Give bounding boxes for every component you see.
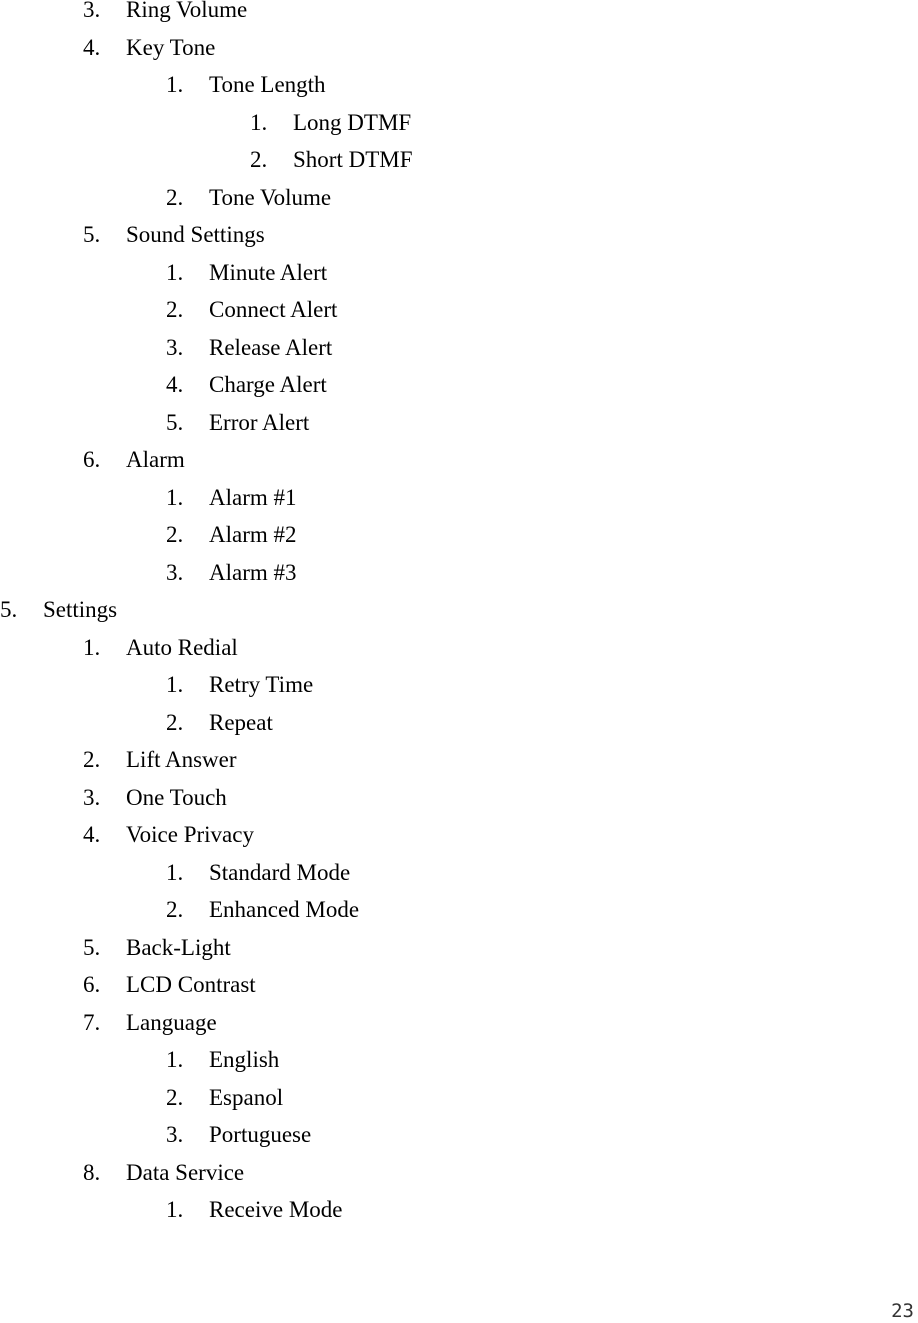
outline-item-label: Back-Light xyxy=(126,934,231,960)
outline-item-label: Alarm xyxy=(126,447,185,472)
outline-item-label: Release Alert xyxy=(209,334,333,360)
outline-item-label: Ring Volume xyxy=(126,0,248,22)
outline-item-number: 1. xyxy=(250,109,268,135)
outline-item-label: Espanol xyxy=(209,1084,284,1110)
outline-item-number: 1. xyxy=(166,672,184,697)
outline-item-number: 3. xyxy=(83,0,101,22)
outline-item-label: Voice Privacy xyxy=(126,822,254,847)
outline-item-label: Enhanced Mode xyxy=(209,897,360,922)
outline-item-number: 2. xyxy=(83,747,101,772)
outline-item-number: 4. xyxy=(166,372,184,397)
outline-item-number: 5. xyxy=(83,222,101,247)
outline-item-number: 1. xyxy=(166,484,184,510)
outline-item-number: 4. xyxy=(83,822,101,847)
outline-item-label: Receive Mode xyxy=(209,1197,343,1222)
outline-item-number: 1. xyxy=(166,259,184,285)
outline-item-number: 4. xyxy=(83,34,101,60)
outline-item-number: 6. xyxy=(83,447,101,472)
outline-item-label: Auto Redial xyxy=(126,634,238,660)
outline-item-label: Tone Volume xyxy=(209,184,332,210)
outline-item-number: 7. xyxy=(83,1009,101,1035)
outline-item-label: Charge Alert xyxy=(209,372,327,397)
outline-item-label: Tone Length xyxy=(209,72,326,97)
outline-item-number: 1. xyxy=(166,1047,184,1072)
outline-item-number: 3. xyxy=(166,559,184,585)
outline-item-number: 2. xyxy=(166,297,184,322)
outline-item-number: 6. xyxy=(83,972,101,997)
outline-item-number: 8. xyxy=(83,1159,101,1185)
outline-item-number: 2. xyxy=(166,184,184,210)
outline-item-number: 2. xyxy=(166,1084,184,1110)
outline-item-number: 5. xyxy=(0,597,18,622)
outline-item-label: Sound Settings xyxy=(126,222,265,247)
outline-item-number: 2. xyxy=(166,897,184,922)
outline-item-label: Repeat xyxy=(209,709,273,735)
outline-item-label: Short DTMF xyxy=(293,147,413,172)
outline-item-label: Data Service xyxy=(126,1159,245,1185)
outline-item-label: Alarm #1 xyxy=(209,484,297,510)
outline-item-label: Alarm #3 xyxy=(209,559,297,585)
outline-item-label: Lift Answer xyxy=(126,747,237,772)
outline-item-number: 5. xyxy=(166,409,184,435)
outline-item-label: Key Tone xyxy=(126,34,216,60)
outline-item-label: Long DTMF xyxy=(293,109,412,135)
outline-item-number: 1. xyxy=(166,859,184,885)
outline-item-number: 3. xyxy=(83,784,101,810)
outline-item-label: Settings xyxy=(43,597,118,622)
outline-item-number: 3. xyxy=(166,1122,184,1147)
outline-item-label: LCD Contrast xyxy=(126,972,256,997)
outline-item-number: 1. xyxy=(166,1197,184,1222)
outline-item-label: Connect Alert xyxy=(209,297,338,322)
outline-item-label: Portuguese xyxy=(209,1122,312,1147)
outline-item-number: 2. xyxy=(166,709,184,735)
outline-item-number: 5. xyxy=(83,934,101,960)
outline-item-number: 2. xyxy=(250,147,268,172)
outline-item-label: Retry Time xyxy=(209,672,314,697)
outline-item-number: 3. xyxy=(166,334,184,360)
outline-item-label: Standard Mode xyxy=(209,859,351,885)
outline-item-number: 2. xyxy=(166,522,184,547)
outline-item-number: 1. xyxy=(166,72,184,97)
outline-item-label: One Touch xyxy=(126,784,227,810)
page-number: 23 xyxy=(891,1300,914,1322)
outline-item-label: Error Alert xyxy=(209,409,310,435)
outline-item-label: Language xyxy=(126,1009,217,1035)
outline-item-label: English xyxy=(209,1047,280,1072)
outline-item-label: Minute Alert xyxy=(209,259,328,285)
outline-item-number: 1. xyxy=(83,634,101,660)
outline-item-label: Alarm #2 xyxy=(209,522,297,547)
